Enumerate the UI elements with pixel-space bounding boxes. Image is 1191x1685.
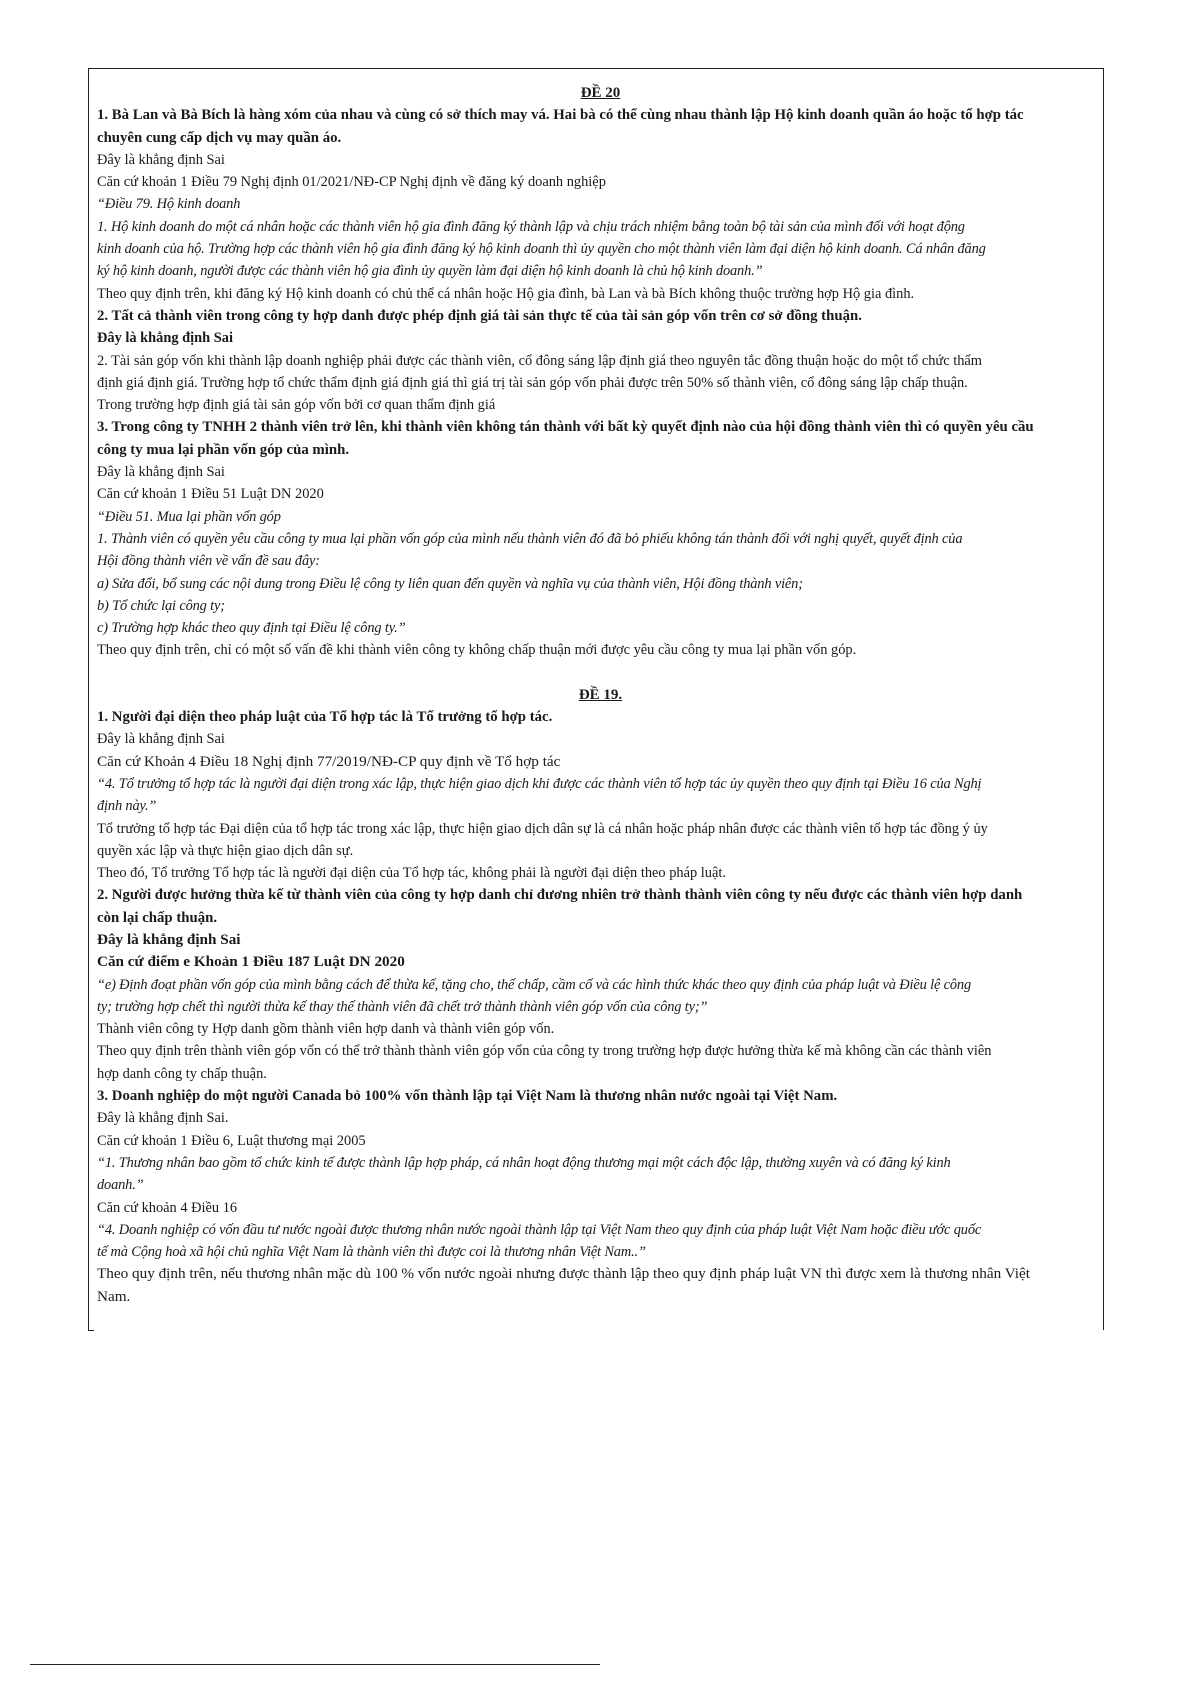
answer-line: Đây là khẳng định Sai	[97, 464, 225, 481]
frame-foot-mark	[88, 1330, 94, 1331]
answer-line: Căn cứ khoản 4 Điều 16	[97, 1199, 238, 1216]
quoted-law-line: 1. Thành viên có quyền yêu cầu công ty mua lại phần vốn góp của mình nếu thành viên đó đã bỏ phiếu không tán thành đối với nghị quyết, quyết định của	[97, 530, 963, 547]
question-line: 1. Người đại diện theo pháp luật của Tổ hợp tác là Tổ trưởng tổ hợp tác.	[97, 709, 553, 726]
answer-line: Theo quy định trên, nếu thương nhân mặc dù 100 % vốn nước ngoài nhưng được thành lập theo quy định pháp luật VN thì được xem là thương nhân Việt	[97, 1265, 1030, 1283]
answer-line: quyền xác lập và thực hiện giao dịch dân sự.	[97, 842, 354, 859]
quoted-law-line: Hội đồng thành viên về vấn đề sau đây:	[97, 553, 320, 570]
answer-line: Tổ trưởng tổ hợp tác Đại diện của tổ hợp tác trong xác lập, thực hiện giao dịch dân sự là cá nhân hoặc pháp nhân được các thành viên tổ hợp tác đồng ý ủy	[97, 820, 988, 837]
answer-line: định giá định giá. Trường hợp tổ chức thẩm định giá định giá thì giá trị tài sản góp vốn phải được trên 50% số thành viên, cổ đông sáng lập chấp thuận.	[97, 374, 968, 391]
question-line: 3. Doanh nghiệp do một người Canada bỏ 100% vốn thành lập tại Việt Nam là thương nhân nước ngoài tại Việt Nam.	[97, 1088, 838, 1105]
question-line: chuyên cung cấp dịch vụ may quần áo.	[97, 129, 342, 146]
quoted-law-line: “Điều 51. Mua lại phần vốn góp	[97, 508, 281, 525]
section-title: ĐỀ 20	[580, 85, 621, 101]
answer-line: Căn cứ Khoản 4 Điều 18 Nghị định 77/2019/NĐ-CP quy định về Tổ hợp tác	[97, 752, 561, 770]
answer-line: Căn cứ điểm e Khoản 1 Điều 187 Luật DN 2020	[97, 953, 405, 971]
quoted-law-line: “4. Tổ trưởng tổ hợp tác là người đại diện trong xác lập, thực hiện giao dịch khi được các thành viên tổ hợp tác ủy quyền theo quy định tại Điều 16 của Nghị	[97, 775, 982, 792]
question-line: 1. Bà Lan và Bà Bích là hàng xóm của nhau và cùng có sở thích may vá. Hai bà có thể cùng nhau thành lập Hộ kinh doanh quần áo hoặc tổ hợp tác	[97, 107, 1024, 124]
quoted-law-line: ký hộ kinh doanh, người được các thành viên hộ gia đình ủy quyền làm đại diện hộ kinh doanh là chủ hộ kinh doanh.”	[97, 263, 763, 280]
answer-line: Trong trường hợp định giá tài sản góp vốn bởi cơ quan thẩm định giá	[97, 397, 496, 414]
quoted-law-line: c) Trường hợp khác theo quy định tại Điều lệ công ty.”	[97, 620, 406, 637]
quoted-law-line: “1. Thương nhân bao gồm tổ chức kinh tế được thành lập hợp pháp, cá nhân hoạt động thương mại một cách độc lập, thường xuyên và có đăng ký kinh	[97, 1154, 951, 1171]
question-line: 2. Người được hưởng thừa kế từ thành viên của công ty hợp danh chỉ đương nhiên trở thành thành viên công ty nếu được các thành viên hợp danh	[97, 887, 1023, 904]
answer-line: Đây là khẳng định Sai.	[97, 1110, 229, 1127]
quoted-law-line: a) Sửa đổi, bổ sung các nội dung trong Điều lệ công ty liên quan đến quyền và nghĩa vụ của thành viên, Hội đồng thành viên;	[97, 575, 803, 592]
answer-line: Căn cứ khoản 1 Điều 51 Luật DN 2020	[97, 486, 324, 503]
quoted-law-line: tế mà Cộng hoà xã hội chủ nghĩa Việt Nam là thành viên thì được coi là thương nhân Việt Nam..”	[97, 1244, 646, 1261]
quoted-law-line: b) Tổ chức lại công ty;	[97, 597, 225, 614]
answer-line: Đây là khẳng định Sai	[97, 330, 233, 347]
answer-line: Theo quy định trên, chỉ có một số vấn đề khi thành viên công ty không chấp thuận mới được yêu cầu công ty mua lại phần vốn góp.	[97, 642, 857, 659]
answer-line: Theo quy định trên thành viên góp vốn có thể trở thành thành viên góp vốn của công ty trong trường hợp được hưởng thừa kế mà không cần các thành viên	[97, 1043, 992, 1060]
page-bottom-rule	[30, 1664, 600, 1665]
answer-line: Căn cứ khoản 1 Điều 79 Nghị định 01/2021/NĐ-CP Nghị định về đăng ký doanh nghiệp	[97, 174, 606, 191]
quoted-law-line: “e) Định đoạt phần vốn góp của mình bằng cách để thừa kế, tặng cho, thế chấp, cầm cố và các hình thức khác theo quy định của pháp luật và Điều lệ công	[97, 976, 972, 993]
answer-line: 2. Tài sản góp vốn khi thành lập doanh nghiệp phải được các thành viên, cổ đông sáng lập định giá theo nguyên tắc đồng thuận hoặc do một tổ chức thẩm	[97, 352, 982, 369]
question-line: công ty mua lại phần vốn góp của mình.	[97, 441, 350, 458]
quoted-law-line: định này.”	[97, 798, 157, 815]
answer-line: Nam.	[97, 1287, 131, 1305]
document-frame	[88, 68, 1104, 1330]
quoted-law-line: 1. Hộ kinh doanh do một cá nhân hoặc các thành viên hộ gia đình đăng ký thành lập và chịu trách nhiệm bằng toàn bộ tài sản của mình đối với hoạt động	[97, 218, 965, 235]
question-line: 2. Tất cả thành viên trong công ty hợp danh được phép định giá tài sản thực tế của tài sản góp vốn trên cơ sở đồng thuận.	[97, 307, 862, 324]
answer-line: hợp danh công ty chấp thuận.	[97, 1065, 267, 1082]
answer-line: Thành viên công ty Hợp danh gồm thành viên hợp danh và thành viên góp vốn.	[97, 1021, 555, 1038]
section-gap	[97, 662, 1104, 684]
answer-line: Đây là khẳng định Sai	[97, 930, 241, 948]
quoted-law-line: “Điều 79. Hộ kinh doanh	[97, 196, 241, 213]
answer-line: Đây là khẳng định Sai	[97, 731, 225, 748]
quoted-law-line: doanh.”	[97, 1177, 144, 1194]
document-content	[88, 68, 1104, 1308]
section-title: ĐỀ 19.	[578, 686, 623, 703]
quoted-law-line: kinh doanh của hộ. Trường hợp các thành viên hộ gia đình đăng ký hộ kinh doanh thì ủy quyền cho một thành viên làm đại diện hộ kinh doanh. Cá nhân đăng	[97, 241, 986, 258]
question-line: còn lại chấp thuận.	[97, 909, 218, 926]
answer-line: Theo quy định trên, khi đăng ký Hộ kinh doanh có chủ thể cá nhân hoặc Hộ gia đình, bà Lan và bà Bích không thuộc trường hợp Hộ gia đình.	[97, 285, 915, 302]
answer-line: Căn cứ khoản 1 Điều 6, Luật thương mại 2005	[97, 1132, 366, 1149]
quoted-law-line: ty; trường hợp chết thì người thừa kế thay thế thành viên đã chết trở thành thành viên góp vốn của công ty;”	[97, 998, 708, 1015]
quoted-law-line: “4. Doanh nghiệp có vốn đầu tư nước ngoài được thương nhân nước ngoài thành lập tại Việt Nam theo quy định của pháp luật Việt Nam hoặc điều ước quốc	[97, 1221, 982, 1238]
answer-line: Theo đó, Tổ trưởng Tổ hợp tác là người đại diện của Tổ hợp tác, không phải là người đại diện theo pháp luật.	[97, 865, 726, 882]
answer-line: Đây là khẳng định Sai	[97, 151, 225, 168]
question-line: 3. Trong công ty TNHH 2 thành viên trở lên, khi thành viên không tán thành với bất kỳ quyết định nào của hội đồng thành viên thì có quyền yêu cầu	[97, 419, 1034, 436]
